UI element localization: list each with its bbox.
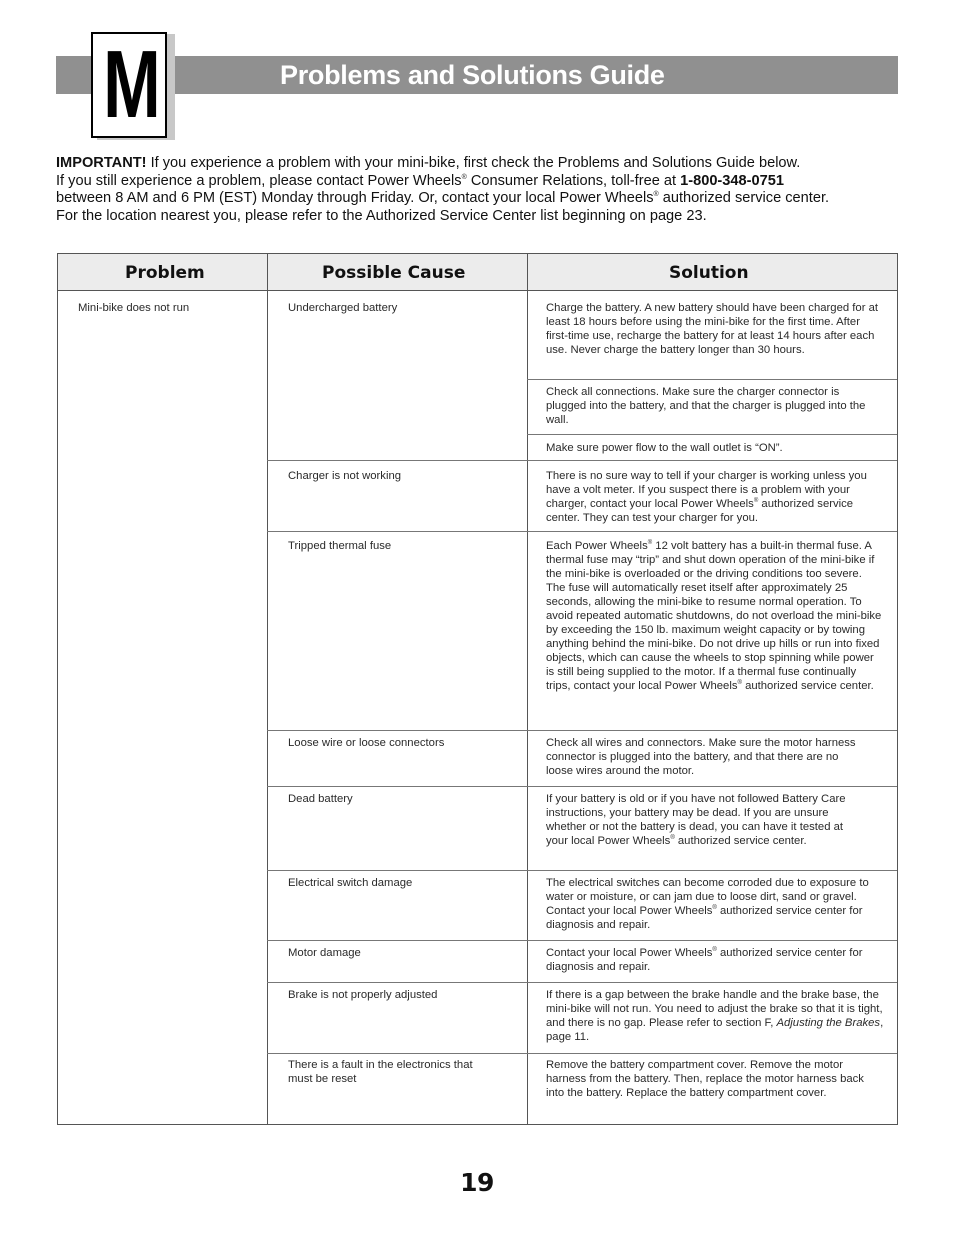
section-letter: M bbox=[103, 31, 161, 138]
row-divider bbox=[267, 460, 897, 461]
intro-line-2b: Consumer Relations, toll-free at bbox=[470, 172, 677, 189]
row-divider bbox=[267, 531, 897, 532]
solution-charger bbox=[546, 469, 882, 525]
intro-line-2a: If you still experience a problem, please contact Power Wheels bbox=[56, 172, 462, 189]
solution-charge-battery: Charge the battery. A new battery should have been charged for at least 18 hours before using the mini-bike for the first time. After first-time use, recharge the battery for at least 14 hours after each use. Never charge the battery longer than 30 hours. bbox=[546, 302, 879, 356]
page-title: Problems and Solutions Guide bbox=[280, 60, 665, 90]
intro-line-4: For the location nearest you, please refer to the Authorized Service Center list beginning on page 23. bbox=[56, 207, 707, 224]
intro-line-3a: between 8 AM and 6 PM (EST) Monday through Friday. Or, contact your local Power Wheels bbox=[56, 190, 654, 206]
section-tab bbox=[91, 32, 167, 138]
solution-text: , page 11. bbox=[546, 1017, 884, 1043]
solution-check-connections: Check all connections. Make sure the charger connector is plugged into the battery, and that the charger is plugged into the wall. bbox=[546, 386, 866, 426]
cause-electronics-fault: There is a fault in the electronics that must be reset bbox=[288, 1059, 473, 1085]
registered-mark: ® bbox=[647, 540, 653, 547]
row-divider bbox=[267, 982, 897, 983]
solution-electronics-reset: Remove the battery compartment cover. Remove the motor harness from the battery. Then, replace the motor harness back into the battery. Replace the battery compartment cover. bbox=[546, 1059, 864, 1099]
solution-text: The electrical switches can become corroded due to exposure to water or moisture, or can jam due to loose dirt, sand or gravel. Contact your local Power Wheels bbox=[546, 877, 869, 917]
problem-text: Mini-bike does not run bbox=[78, 302, 190, 314]
solution-text: If there is a gap between the brake handle and the brake base, the mini-bike will not run. You need to adjust the brake so that it is tight, and there is no gap. Please refer to section F, bbox=[546, 989, 883, 1029]
sub-row-divider bbox=[527, 379, 897, 380]
solution-text: There is no sure way to tell if your charger is working unless you have a volt meter. If you suspect there is a problem with your charger, contact your local Power Wheels bbox=[546, 470, 867, 510]
phone-number: 1-800-348-0751 bbox=[680, 172, 784, 189]
registered-mark: ® bbox=[737, 680, 742, 687]
registered-mark: ® bbox=[712, 905, 717, 912]
brake-section-reference: Adjusting the Brakes bbox=[776, 1017, 881, 1029]
registered-mark: ® bbox=[461, 173, 467, 181]
cause-tripped-thermal-fuse: Tripped thermal fuse bbox=[288, 540, 392, 552]
solution-loose-wire: Check all wires and connectors. Make sure the motor harness connector is plugged into the battery, and that there are no loose wires around the motor. bbox=[546, 737, 856, 777]
header-problem: Problem bbox=[125, 263, 205, 283]
column-divider bbox=[527, 254, 528, 1124]
cause-brake-not-adjusted: Brake is not properly adjusted bbox=[288, 989, 438, 1001]
cause-loose-wire: Loose wire or loose connectors bbox=[288, 737, 445, 749]
cause-electrical-switch-damage: Electrical switch damage bbox=[288, 877, 413, 889]
solution-text: authorized service center for diagnosis and repair. bbox=[546, 947, 863, 973]
solution-text: authorized service center. bbox=[745, 680, 874, 692]
row-divider bbox=[267, 940, 897, 941]
solution-wall-outlet: Make sure power flow to the wall outlet is “ON”. bbox=[546, 442, 783, 454]
row-divider bbox=[267, 870, 897, 871]
solution-text: Each Power Wheels bbox=[546, 540, 648, 552]
solution-text: If your battery is old or if you have not followed Battery Care instructions, your battery may be dead. If you are unsure whether or not the battery is dead, you can have it tested at your local Power Wheels bbox=[546, 793, 846, 847]
solution-brake bbox=[546, 988, 884, 1044]
row-divider bbox=[267, 1053, 897, 1054]
registered-mark: ® bbox=[712, 947, 717, 954]
solution-text: authorized service center. bbox=[677, 835, 807, 847]
solution-text: Contact your local Power Wheels bbox=[546, 947, 713, 959]
intro-paragraph bbox=[56, 155, 906, 225]
solution-text: 12 volt battery has a built-in thermal fuse. A thermal fuse may “trip” and shut down operation of the mini-bike if the mini-bike is overloaded or the driving conditions too severe. The fuse will automatically reset itself after approximately 25 seconds, allowing the mini-bike to resume normal operation. To avoid repeated automatic shutdowns, do not overload the mini-bike by exceeding the 150 lb. maximum weight capacity or by towing anything behind the mini-bike. Do not drive up hills or run into fixed objects, which can cause the wheels to stop spinning while power is still being supplied to the motor. If a thermal fuse continually trips, contact your local Power Wheels bbox=[546, 540, 882, 692]
row-divider bbox=[267, 730, 897, 731]
cause-undercharged-battery: Undercharged battery bbox=[288, 302, 398, 314]
page-number: 19 bbox=[460, 1168, 494, 1197]
column-divider bbox=[267, 254, 268, 1124]
cause-dead-battery: Dead battery bbox=[288, 793, 353, 805]
important-label: IMPORTANT! bbox=[56, 155, 147, 171]
problems-table bbox=[57, 253, 898, 1125]
solution-electrical-switch bbox=[546, 876, 882, 932]
table-header-row bbox=[58, 254, 897, 291]
row-divider bbox=[267, 786, 897, 787]
header-solution: Solution bbox=[669, 263, 749, 283]
intro-line-1: If you experience a problem with your mini-bike, first check the Problems and Solutions Guide below. bbox=[150, 155, 801, 171]
registered-mark: ® bbox=[653, 191, 659, 199]
sub-row-divider bbox=[527, 434, 897, 435]
registered-mark: ® bbox=[670, 835, 675, 842]
solution-motor-damage bbox=[546, 946, 882, 974]
header-possible-cause: Possible Cause bbox=[322, 263, 466, 283]
solution-thermal-fuse bbox=[546, 539, 882, 693]
cause-motor-damage: Motor damage bbox=[288, 947, 361, 959]
solution-text: authorized service center. They can test your charger for you. bbox=[546, 498, 854, 524]
intro-line-3b: authorized service center. bbox=[662, 190, 830, 206]
registered-mark: ® bbox=[753, 498, 759, 505]
solution-dead-battery bbox=[546, 792, 864, 848]
solution-text: authorized service center for diagnosis and repair. bbox=[546, 905, 863, 931]
cause-charger-not-working: Charger is not working bbox=[288, 470, 402, 482]
